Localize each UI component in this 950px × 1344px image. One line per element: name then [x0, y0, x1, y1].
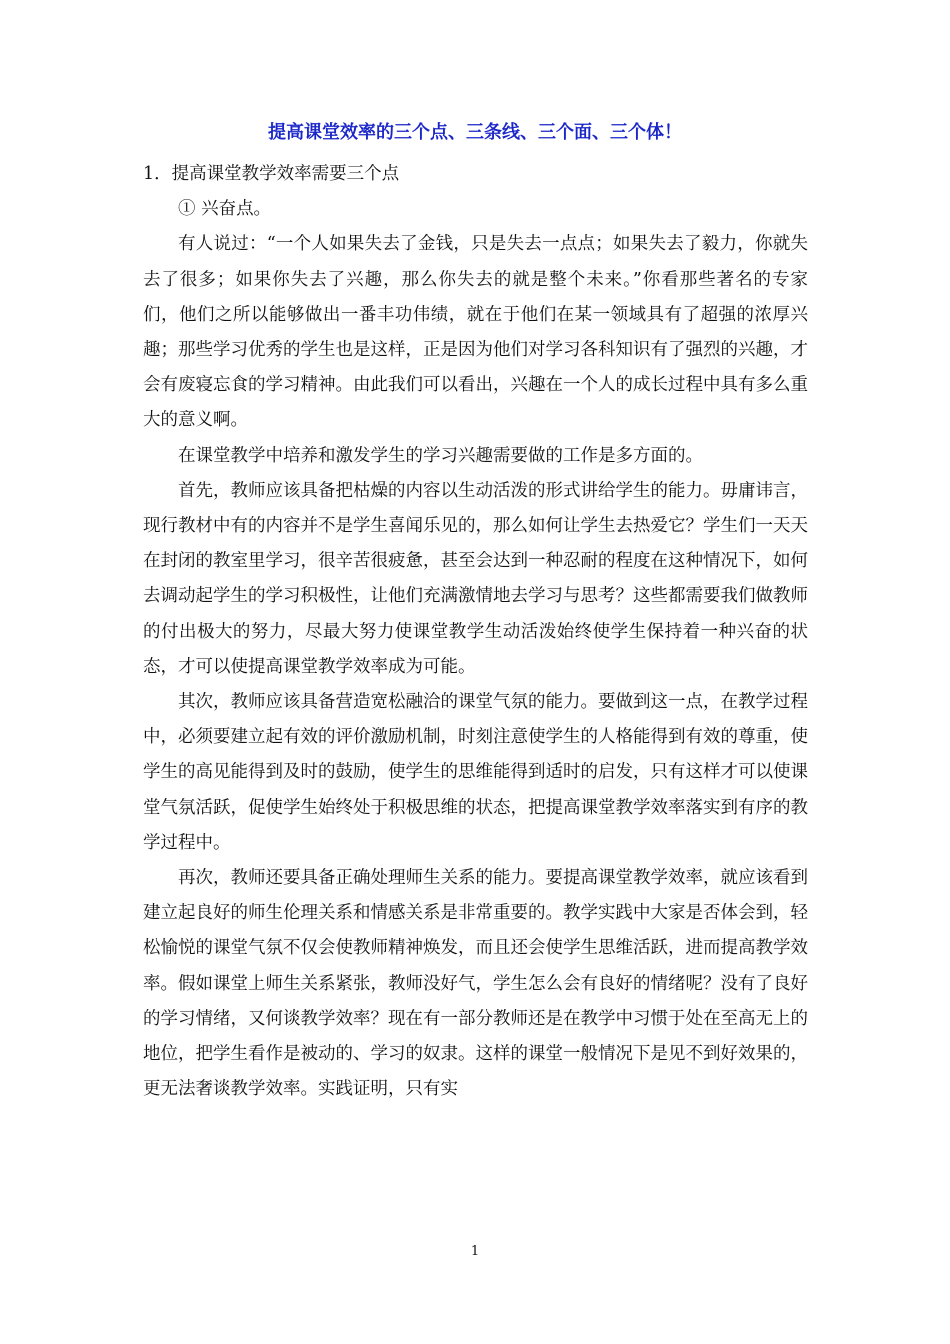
- document-body: [143, 157, 808, 1107]
- subheading: ① 兴奋点。: [178, 199, 272, 220]
- body-paragraph: 其次，教师应该具备营造宽松融洽的课堂气氛的能力。要做到这一点，在教学过程中，必须要建立起有效的评价激励机制，时刻注意使学生的人格能得到有效的尊重，使学生的高见能得到及时的鼓励，使学生的思维能得到适时的启发，只有这样才可以使课堂气氛活跃，促使学生始终处于积极思维的状态，把提高课堂教学效率落实到有序的教学过程中。: [143, 692, 808, 853]
- body-paragraph: 再次，教师还要具备正确处理师生关系的能力。要提高课堂教学效率，就应该看到建立起良好的师生伦理关系和情感关系是非常重要的。教学实践中大家是否体会到，轻松愉悦的课堂气氛不仅会使教师精神焕发，而且还会使学生思维活跃，进而提高教学效率。假如课堂上师生关系紧张，教师没好气，学生怎么会有良好的情绪呢？没有了良好的学习情绪，又何谈教学效率？现在有一部分教师还是在教学中习惯于处在至高无上的地位，把学生看作是被动的、学习的奴隶。这样的课堂一般情况下是见不到好效果的，更无法奢谈教学效率。实践证明，只有实: [143, 868, 808, 1100]
- page-number: 1: [470, 1244, 480, 1259]
- body-paragraph: 有人说过：“一个人如果失去了金钱，只是失去一点点；如果失去了毅力，你就失去了很多；如果你失去了兴趣，那么你失去的就是整个未来。”你看那些著名的专家们，他们之所以能够做出一番丰功伟绩，就在于他们在某一领域具有了超强的浓厚兴趣；那些学习优秀的学生也是这样，正是因为他们对学习各科知识有了强烈的兴趣，才会有废寝忘食的学习精神。由此我们可以看出，兴趣在一个人的成长过程中具有多么重大的意义啊。: [143, 234, 808, 431]
- body-paragraph: 在课堂教学中培养和激发学生的学习兴趣需要做的工作是多方面的。: [178, 445, 703, 466]
- page-title: 提高课堂效率的三个点、三条线、三个面、三个体！: [268, 122, 682, 143]
- section-heading: 1．提高课堂教学效率需要三个点: [143, 164, 400, 184]
- body-paragraph: 首先，教师应该具备把枯燥的内容以生动活泼的形式讲给学生的能力。毋庸讳言，现行教材中有的内容并不是学生喜闻乐见的，那么如何让学生去热爱它？学生们一天天在封闭的教室里学习，很辛苦很疲惫，甚至会达到一种忍耐的程度在这种情况下，如何去调动起学生的学习积极性，让他们充满激情地去学习与思考？这些都需要我们做教师的付出极大的努力，尽最大努力使课堂教学生动活泼始终使学生保持着一种兴奋的状态，才可以使提高课堂教学效率成为可能。: [143, 480, 808, 677]
